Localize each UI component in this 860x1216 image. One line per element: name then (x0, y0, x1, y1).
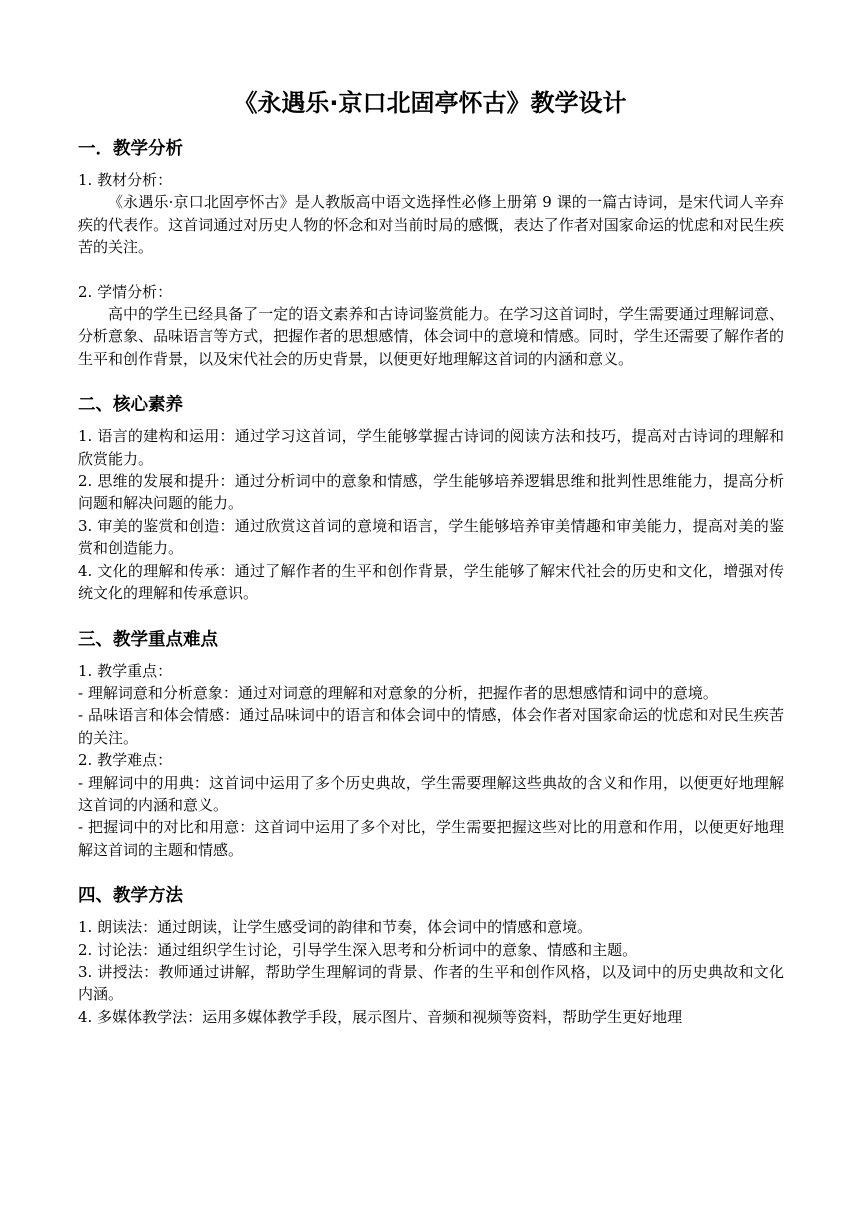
list-item-key-point-1: - 理解词意和分析意象：通过对词意的理解和对意象的分析，把握作者的思想感情和词中的意境。 (78, 683, 718, 702)
list-item-reading-method: 1. 朗读法：通过朗读，让学生感受词的韵律和节奏，体会词中的情感和意境。 (78, 918, 593, 937)
list-item-key-point-2: - 品味语言和体会情感：通过品味词中的语言和体会词中的情感，体会作者对国家命运的忧虑和对民生疾苦的关注。 (78, 706, 784, 747)
list-item-thinking: 2. 思维的发展和提升：通过分析词中的意象和情感，学生能够培养逻辑思维和批判性思维能力，提高分析问题和解决问题的能力。 (78, 472, 784, 513)
list-item-culture: 4. 文化的理解和传承：通过了解作者的生平和创作背景，学生能够了解宋代社会的历史和文化，增强对传统文化的理解和传承意识。 (78, 561, 784, 603)
subheading-difficulties: 2. 教学难点： (78, 751, 173, 770)
list-item-discussion-method: 2. 讨论法：通过组织学生讨论，引导学生深入思考和分析词中的意象、情感和主题。 (78, 940, 638, 959)
section-heading-teaching-methods: 四、教学方法 (78, 886, 183, 907)
section-heading-core-literacy: 二、核心素养 (78, 395, 183, 416)
list-item-language: 1. 语言的建构和运用：通过学习这首词，学生能够掌握古诗词的阅读方法和技巧，提高对古诗词的理解和欣赏能力。 (78, 427, 784, 468)
document-body (78, 138, 784, 1028)
subheading-student-analysis: 2. 学情分析： (78, 282, 173, 301)
paragraph-textbook-analysis: 《永遇乐·京口北固亭怀古》是人教版高中语文选择性必修上册第 9 课的一篇古诗词，是宋代词人辛弃疾的代表作。这首词通过对历史人物的怀念和对当前时局的感慨，表达了作者对国家命运的忧虑和对民生疾苦的关注。 (78, 193, 784, 257)
list-item-difficulty-2: - 把握词中的对比和用意：这首词中运用了多个对比，学生需要把握这些对比的用意和作用，以便更好地理解这首词的主题和情感。 (78, 818, 784, 859)
subheading-textbook-analysis: 1. 教材分析： (78, 171, 173, 189)
list-item-difficulty-1: - 理解词中的用典：这首词中运用了多个历史典故，学生需要理解这些典故的含义和作用，以便更好地理解这首词的内涵和意义。 (78, 773, 784, 814)
document-title: 《永遇乐·京口北固亭怀古》教学设计 (233, 89, 627, 117)
list-item-lecture-method: 3. 讲授法：教师通过讲解，帮助学生理解词的背景、作者的生平和创作风格，以及词中的历史典故和文化内涵。 (78, 962, 784, 1004)
list-item-multimedia-method: 4. 多媒体教学法：运用多媒体教学手段，展示图片、音频和视频等资料，帮助学生更好地理 (78, 1007, 683, 1026)
subheading-key-points: 1. 教学重点： (78, 661, 173, 680)
paragraph-student-analysis: 高中的学生已经具备了一定的语文素养和古诗词鉴赏能力。在学习这首词时，学生需要通过理解词意、分析意象、品味语言等方式，把握作者的思想感情，体会词中的意境和情感。同时，学生还需要了解作者的生平和创作背景，以及宋代社会的历史背景，以便更好地理解这首词的内涵和意义。 (78, 305, 784, 368)
section-heading-key-points: 三、教学重点难点 (78, 629, 218, 650)
list-item-aesthetics: 3. 审美的鉴赏和创造：通过欣赏这首词的意境和语言，学生能够培养审美情趣和审美能力，提高对美的鉴赏和创造能力。 (78, 516, 784, 558)
section-heading-teaching-analysis: 一．教学分析 (78, 139, 183, 159)
